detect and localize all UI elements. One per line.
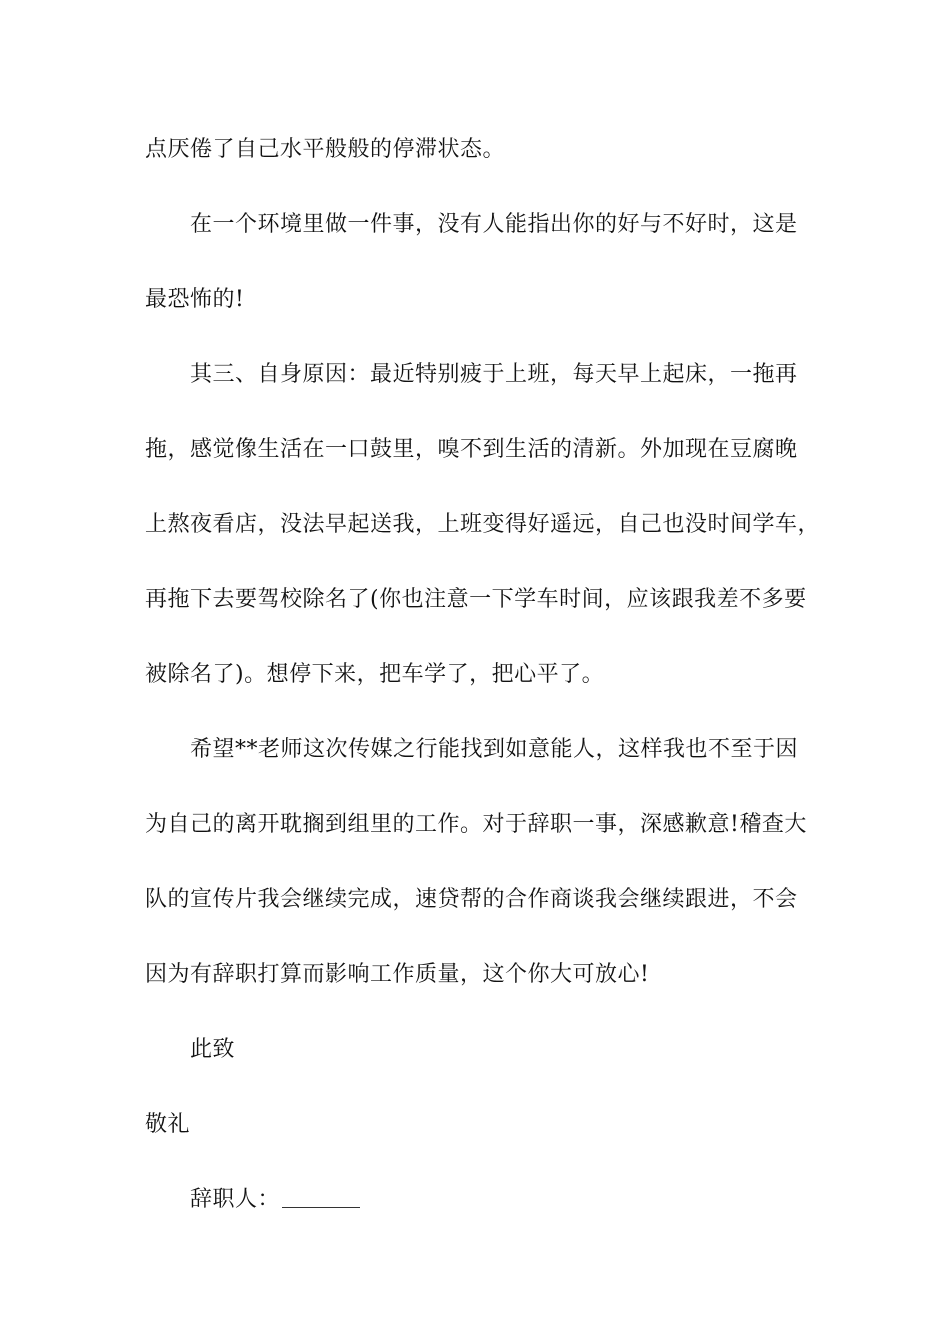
signature-line xyxy=(190,1185,870,1215)
paragraph-line: 拖，感觉像生活在一口鼓里，嗅不到生活的清新。外加现在豆腐晚 xyxy=(145,437,798,462)
salute-text: 敬礼 xyxy=(145,1112,191,1137)
signature-blank xyxy=(282,1207,360,1208)
paragraph-line: 点厌倦了自己水平般般的停滞状态。 xyxy=(145,137,506,162)
closing-text: 此致 xyxy=(190,1037,236,1062)
paragraph-line: 最恐怖的! xyxy=(145,287,245,312)
paragraph-line: 队的宣传片我会继续完成，速贷帮的合作商谈我会继续跟进，不会 xyxy=(145,887,798,912)
paragraph-line: 希望**老师这次传媒之行能找到如意能人，这样我也不至于因 xyxy=(190,737,799,762)
paragraph-line: 被除名了)。想停下来，把车学了，把心平了。 xyxy=(145,662,605,687)
paragraph-line: 为自己的离开耽搁到组里的工作。对于辞职一事，深感歉意!稽查大 xyxy=(145,812,807,837)
paragraph-line: 再拖下去要驾校除名了(你也注意一下学车时间，应该跟我差不多要 xyxy=(145,587,807,612)
paragraph-line: 其三、自身原因：最近特别疲于上班，每天早上起床，一拖再 xyxy=(190,362,798,387)
paragraph-line: 在一个环境里做一件事，没有人能指出你的好与不好时，这是 xyxy=(190,212,798,237)
paragraph-line: 上熬夜看店，没法早起送我，上班变得好遥远，自己也没时间学车， xyxy=(145,512,821,537)
paragraph-line: 因为有辞职打算而影响工作质量，这个你大可放心! xyxy=(145,962,650,987)
signature-label: 辞职人： xyxy=(190,1187,281,1212)
